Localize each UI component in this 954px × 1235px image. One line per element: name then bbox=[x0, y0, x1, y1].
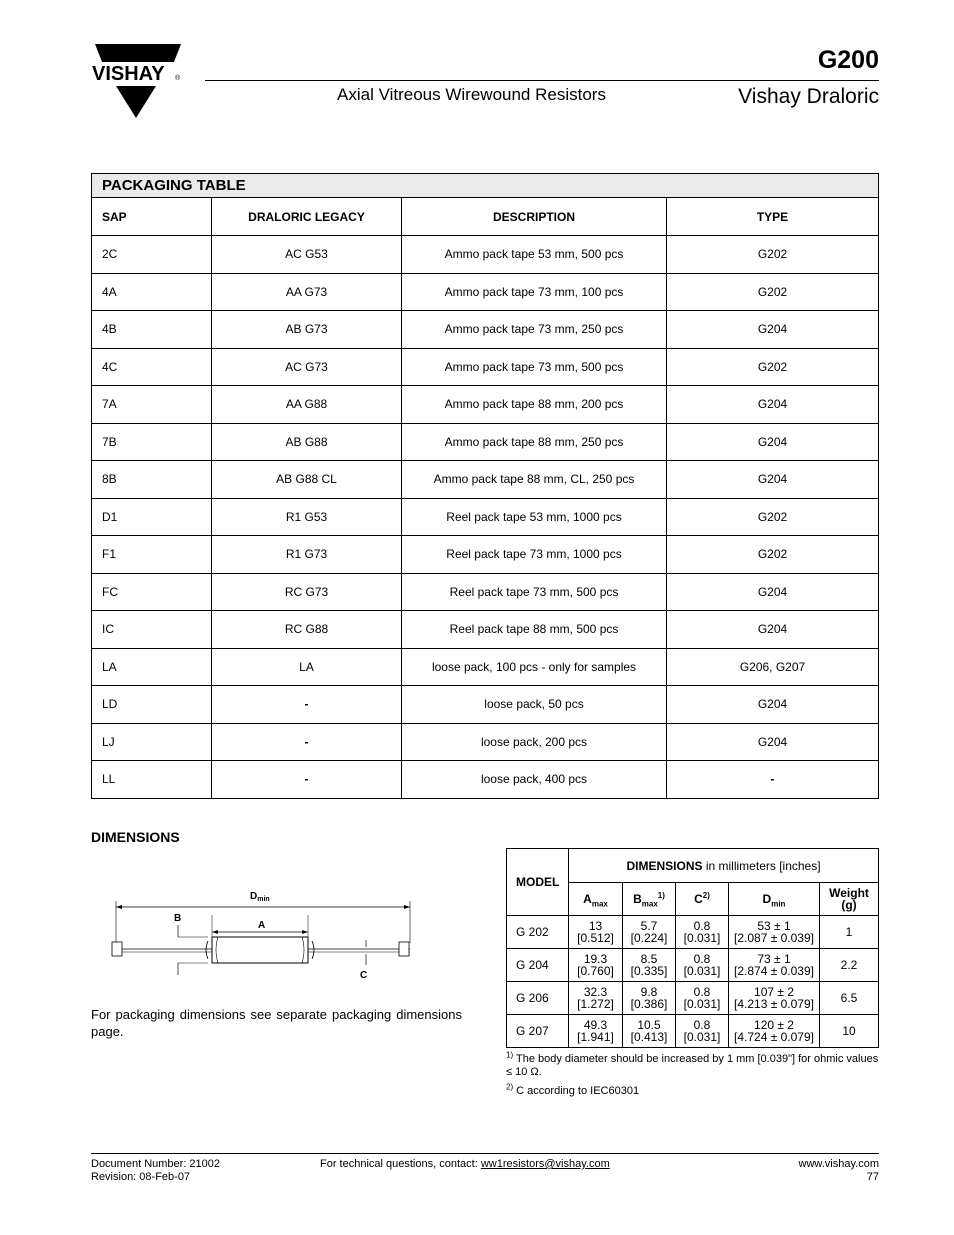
table-row bbox=[507, 982, 879, 1015]
cell-legacy: R1 G53 bbox=[212, 498, 402, 536]
cell-model: G 206 bbox=[507, 982, 569, 1015]
cell-legacy: RC G73 bbox=[212, 573, 402, 611]
cell-legacy: RC G88 bbox=[212, 611, 402, 649]
footer-rule bbox=[91, 1153, 879, 1154]
col-header-model: MODEL bbox=[507, 849, 569, 916]
cell-b-max: 9.8 [0.386] bbox=[623, 982, 676, 1015]
cell-description: loose pack, 50 pcs bbox=[402, 686, 667, 724]
website: www.vishay.com bbox=[798, 1158, 879, 1170]
cell-b-max: 8.5 [0.335] bbox=[623, 949, 676, 982]
table-row bbox=[92, 273, 879, 311]
label-b: B bbox=[174, 913, 182, 924]
cell-type: G206, G207 bbox=[667, 648, 879, 686]
cell-weight: 10 bbox=[820, 1015, 879, 1048]
footer-contact: For technical questions, contact: ww1resistors@vishay.com bbox=[320, 1158, 610, 1170]
cell-legacy: AA G73 bbox=[212, 273, 402, 311]
svg-text:Dmin bbox=[250, 891, 270, 903]
table-row bbox=[92, 461, 879, 499]
cell-description: loose pack, 400 pcs bbox=[402, 761, 667, 799]
table-row bbox=[92, 723, 879, 761]
table-row bbox=[92, 348, 879, 386]
cell-type: G204 bbox=[667, 611, 879, 649]
table-row bbox=[92, 573, 879, 611]
cell-legacy: - bbox=[212, 761, 402, 799]
cell-model: G 204 bbox=[507, 949, 569, 982]
vishay-logo bbox=[90, 44, 182, 120]
cell-sap: LA bbox=[92, 648, 212, 686]
cell-sap: D1 bbox=[92, 498, 212, 536]
cell-b-max: 10.5 [0.413] bbox=[623, 1015, 676, 1048]
cell-description: Ammo pack tape 53 mm, 500 pcs bbox=[402, 236, 667, 274]
cell-description: Ammo pack tape 88 mm, 250 pcs bbox=[402, 423, 667, 461]
col-header-b-max: $B_{max}^{1)}$ bbox=[623, 883, 676, 916]
dimensions-table bbox=[506, 848, 879, 1048]
cell-sap: 2C bbox=[92, 236, 212, 274]
table-row bbox=[92, 386, 879, 424]
cell-sap: 4B bbox=[92, 311, 212, 349]
table-row bbox=[92, 761, 879, 799]
cell-type: G204 bbox=[667, 686, 879, 724]
cell-a-max: 49.3 [1.941] bbox=[569, 1015, 623, 1048]
page-number: 77 bbox=[866, 1171, 879, 1183]
cell-description: Reel pack tape 53 mm, 1000 pcs bbox=[402, 498, 667, 536]
footer-document-info bbox=[91, 1158, 220, 1184]
cell-model: G 202 bbox=[507, 916, 569, 949]
cell-description: loose pack, 200 pcs bbox=[402, 723, 667, 761]
table-row bbox=[507, 916, 879, 949]
cell-legacy: - bbox=[212, 723, 402, 761]
cell-legacy: AB G73 bbox=[212, 311, 402, 349]
cell-sap: FC bbox=[92, 573, 212, 611]
footnote-2: $^{2)}$ C according to IEC60301 bbox=[506, 1082, 640, 1097]
cell-model: G 207 bbox=[507, 1015, 569, 1048]
document-brand: Vishay Draloric bbox=[738, 85, 879, 108]
cell-legacy: LA bbox=[212, 648, 402, 686]
table-row bbox=[92, 236, 879, 274]
cell-legacy: AA G88 bbox=[212, 386, 402, 424]
col-header-c: $C^{2)}$ bbox=[676, 883, 729, 916]
col-header-type: TYPE bbox=[667, 198, 879, 236]
cell-type: G202 bbox=[667, 273, 879, 311]
cell-sap: 8B bbox=[92, 461, 212, 499]
cell-weight: 1 bbox=[820, 916, 879, 949]
cell-description: Reel pack tape 73 mm, 1000 pcs bbox=[402, 536, 667, 574]
label-c: C bbox=[360, 970, 368, 981]
cell-legacy: AB G88 CL bbox=[212, 461, 402, 499]
cell-legacy: AB G88 bbox=[212, 423, 402, 461]
cell-sap: 4C bbox=[92, 348, 212, 386]
cell-sap: F1 bbox=[92, 536, 212, 574]
col-header-description: DESCRIPTION bbox=[402, 198, 667, 236]
table-row bbox=[507, 1015, 879, 1048]
cell-sap: 7A bbox=[92, 386, 212, 424]
cell-type: G204 bbox=[667, 723, 879, 761]
cell-description: Ammo pack tape 73 mm, 100 pcs bbox=[402, 273, 667, 311]
label-d: D bbox=[250, 891, 258, 902]
document-subtitle: Axial Vitreous Wirewound Resistors bbox=[337, 85, 606, 104]
cell-type: G202 bbox=[667, 236, 879, 274]
header-rule bbox=[205, 80, 879, 81]
document-revision: Revision: 08-Feb-07 bbox=[91, 1171, 191, 1183]
cell-description: Reel pack tape 73 mm, 500 pcs bbox=[402, 573, 667, 611]
resistor-dimension-drawing bbox=[108, 885, 418, 985]
label-a: A bbox=[258, 920, 266, 931]
footnote-1: $^{1)}$ The body diameter should be increased by 1 mm [0.039"] for ohmic values ≤ 10 Ω. bbox=[506, 1050, 879, 1078]
cell-a-max: 13 [0.512] bbox=[569, 916, 623, 949]
cell-type: G204 bbox=[667, 461, 879, 499]
packaging-table-title: PACKAGING TABLE bbox=[92, 174, 879, 198]
cell-weight: 6.5 bbox=[820, 982, 879, 1015]
cell-description: Ammo pack tape 88 mm, CL, 250 pcs bbox=[402, 461, 667, 499]
cell-b-max: 5.7 [0.224] bbox=[623, 916, 676, 949]
col-header-a-max: $A_{max}$ bbox=[569, 883, 623, 916]
cell-legacy: - bbox=[212, 686, 402, 724]
col-header-legacy: DRALORIC LEGACY bbox=[212, 198, 402, 236]
table-row bbox=[92, 423, 879, 461]
dimensions-group-header: DIMENSIONS in millimeters [inches] bbox=[569, 849, 879, 883]
cell-d-min: 120 ± 2 [4.724 ± 0.079] bbox=[729, 1015, 820, 1048]
table-row bbox=[92, 686, 879, 724]
col-header-sap: SAP bbox=[92, 198, 212, 236]
cell-description: Ammo pack tape 88 mm, 200 pcs bbox=[402, 386, 667, 424]
footer-site-info bbox=[799, 1158, 879, 1184]
table-row bbox=[92, 498, 879, 536]
cell-description: loose pack, 100 pcs - only for samples bbox=[402, 648, 667, 686]
table-row bbox=[92, 611, 879, 649]
cell-d-min: 73 ± 1 [2.874 ± 0.039] bbox=[729, 949, 820, 982]
table-row bbox=[507, 949, 879, 982]
cell-type: G204 bbox=[667, 573, 879, 611]
cell-d-min: 53 ± 1 [2.087 ± 0.039] bbox=[729, 916, 820, 949]
cell-description: Ammo pack tape 73 mm, 500 pcs bbox=[402, 348, 667, 386]
cell-sap: IC bbox=[92, 611, 212, 649]
cell-weight: 2.2 bbox=[820, 949, 879, 982]
cell-a-max: 19.3 [0.760] bbox=[569, 949, 623, 982]
cell-type: G202 bbox=[667, 536, 879, 574]
cell-a-max: 32.3 [1.272] bbox=[569, 982, 623, 1015]
packaging-table bbox=[91, 173, 879, 799]
cell-description: Reel pack tape 88 mm, 500 pcs bbox=[402, 611, 667, 649]
logo-text: VISHAY bbox=[92, 63, 165, 85]
cell-type: G202 bbox=[667, 498, 879, 536]
label-d-sub: min bbox=[257, 896, 270, 903]
cell-type: G204 bbox=[667, 386, 879, 424]
cell-sap: LD bbox=[92, 686, 212, 724]
cell-sap: 4A bbox=[92, 273, 212, 311]
cell-c: 0.8 [0.031] bbox=[676, 1015, 729, 1048]
cell-legacy: R1 G73 bbox=[212, 536, 402, 574]
table-row bbox=[92, 311, 879, 349]
cell-legacy: AC G53 bbox=[212, 236, 402, 274]
cell-d-min: 107 ± 2 [4.213 ± 0.079] bbox=[729, 982, 820, 1015]
packaging-dimensions-note: For packaging dimensions see separate packaging dimensions page. bbox=[91, 1007, 462, 1039]
table-row bbox=[92, 536, 879, 574]
cell-sap: 7B bbox=[92, 423, 212, 461]
dimensions-heading: DIMENSIONS bbox=[91, 829, 180, 845]
svg-text:®: ® bbox=[175, 75, 181, 82]
cell-type: - bbox=[667, 761, 879, 799]
col-header-weight: Weight (g) bbox=[820, 883, 879, 916]
document-number: Document Number: 21002 bbox=[91, 1158, 221, 1170]
cell-type: G204 bbox=[667, 423, 879, 461]
cell-sap: LJ bbox=[92, 723, 212, 761]
col-header-d-min: $D_{min}$ bbox=[729, 883, 820, 916]
cell-c: 0.8 [0.031] bbox=[676, 916, 729, 949]
contact-email-link[interactable]: ww1resistors@vishay.com bbox=[480, 1158, 610, 1170]
packaging-table-header bbox=[92, 198, 879, 236]
table-row bbox=[92, 648, 879, 686]
cell-sap: LL bbox=[92, 761, 212, 799]
cell-legacy: AC G73 bbox=[212, 348, 402, 386]
cell-c: 0.8 [0.031] bbox=[676, 949, 729, 982]
document-code: G200 bbox=[817, 46, 879, 74]
cell-c: 0.8 [0.031] bbox=[676, 982, 729, 1015]
cell-type: G204 bbox=[667, 311, 879, 349]
cell-description: Ammo pack tape 73 mm, 250 pcs bbox=[402, 311, 667, 349]
cell-type: G202 bbox=[667, 348, 879, 386]
